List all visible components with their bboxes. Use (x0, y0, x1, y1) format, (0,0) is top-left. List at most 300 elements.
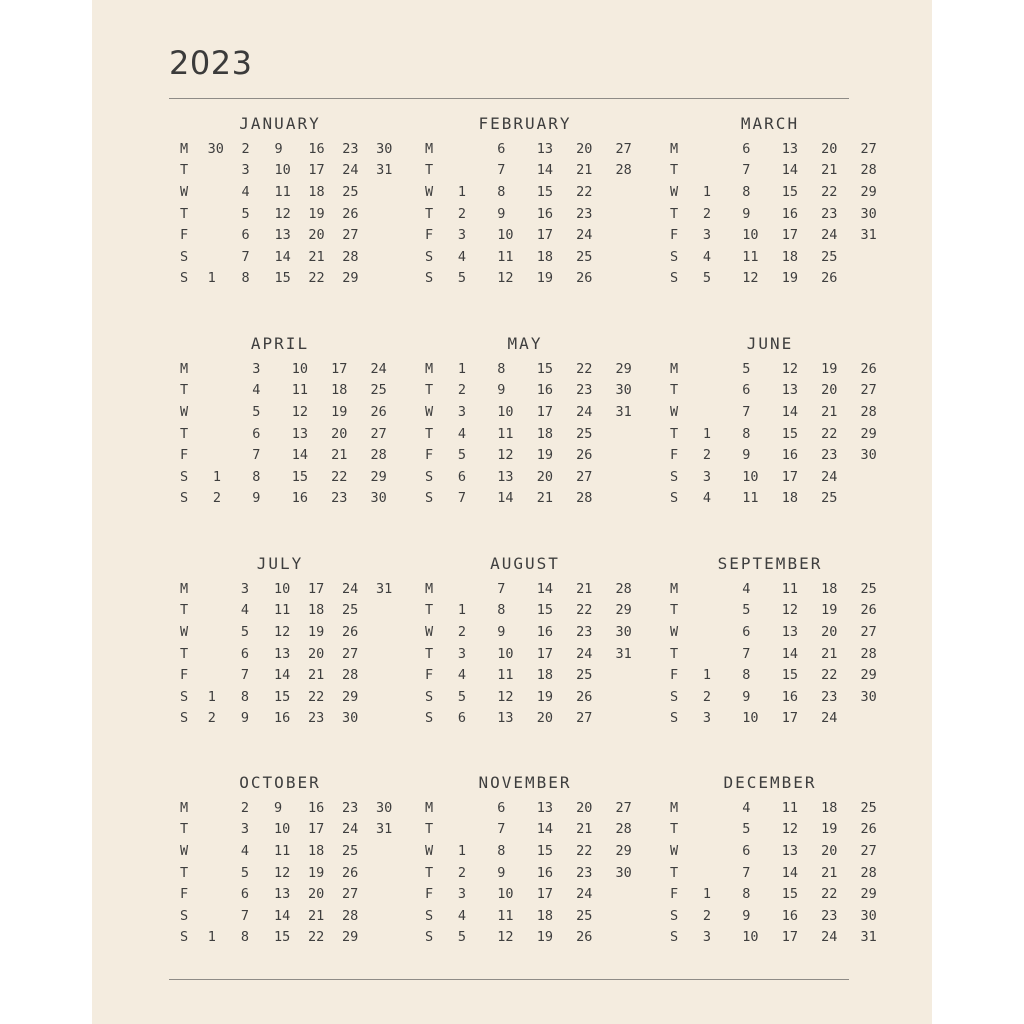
day-cell: 27 (615, 799, 632, 816)
month-name: DECEMBER (723, 773, 817, 792)
day-cell: 7 (497, 580, 506, 597)
weekday-label: M (425, 799, 434, 816)
day-cell: 2 (207, 710, 216, 727)
day-cell: 23 (821, 688, 838, 705)
day-cell: 4 (241, 183, 250, 200)
day-cell: 2 (241, 140, 250, 157)
day-cell: 29 (860, 667, 877, 684)
day-cell: 21 (576, 162, 593, 179)
day-cell: 7 (241, 248, 250, 265)
day-cell: 24 (342, 162, 359, 179)
day-cell: 27 (615, 140, 632, 157)
weekday-row (670, 819, 900, 841)
month-name: MARCH (740, 114, 800, 133)
weekday-label: M (425, 580, 434, 597)
day-cell: 18 (536, 248, 553, 265)
day-cell (703, 160, 742, 182)
month-march (670, 114, 900, 334)
day-cell: 8 (742, 425, 751, 442)
weekday-row (670, 203, 900, 225)
day-cell: 11 (742, 248, 759, 265)
day-cell: 18 (781, 490, 798, 507)
day-cell: 17 (536, 886, 553, 903)
day-cell: 12 (497, 447, 514, 464)
day-cell (616, 905, 655, 927)
weekday-label: F (425, 886, 434, 903)
weekday-label: T (180, 205, 189, 222)
day-cell: 21 (308, 667, 325, 684)
weekday-row (180, 621, 410, 643)
day-cell: 14 (497, 490, 514, 507)
weekday-label: T (670, 382, 679, 399)
day-cell: 2 (457, 623, 466, 640)
weekday-label: W (670, 403, 679, 420)
day-cell: 12 (274, 623, 291, 640)
day-cell: 9 (274, 799, 283, 816)
weekday-label: S (425, 248, 434, 265)
day-cell: 6 (457, 468, 466, 485)
day-cell (616, 927, 655, 949)
day-cell: 17 (308, 821, 325, 838)
weekday-row (425, 358, 655, 380)
day-cell (861, 268, 900, 290)
day-cell: 8 (742, 183, 751, 200)
day-cell: 10 (497, 403, 514, 420)
day-cell: 24 (341, 580, 359, 597)
day-cell: 2 (240, 799, 250, 816)
weekday-label: S (180, 688, 189, 705)
day-cell: 16 (536, 205, 553, 222)
weekday-label: M (670, 799, 679, 816)
weekday-row (180, 600, 410, 622)
weekday-row (670, 423, 900, 445)
month-grid (425, 797, 655, 948)
day-cell: 27 (860, 140, 877, 157)
day-cell: 30 (860, 688, 877, 705)
day-cell: 18 (308, 183, 325, 200)
month-grid (670, 578, 900, 729)
weekday-row (425, 797, 655, 819)
day-cell: 31 (375, 821, 393, 838)
day-cell: 22 (576, 602, 593, 619)
month-grid (180, 358, 410, 509)
day-cell: 15 (781, 886, 798, 903)
weekday-label: T (425, 205, 434, 222)
day-cell: 4 (742, 799, 751, 816)
weekday-label: T (670, 864, 679, 881)
day-cell: 11 (781, 580, 798, 597)
day-cell: 10 (497, 227, 514, 244)
weekday-row (425, 444, 655, 466)
day-cell: 5 (457, 929, 466, 946)
weekday-row (670, 643, 900, 665)
day-cell: 16 (536, 864, 553, 881)
day-cell: 14 (536, 162, 553, 179)
month-february (425, 114, 655, 334)
weekday-label: T (670, 425, 679, 442)
day-cell (208, 600, 241, 622)
day-cell: 10 (291, 360, 308, 377)
day-cell: 5 (240, 623, 250, 640)
weekday-row (425, 488, 655, 510)
day-cell: 21 (308, 907, 325, 924)
day-cell: 1 (457, 183, 466, 200)
weekday-row (180, 246, 410, 268)
day-cell: 11 (781, 799, 798, 816)
day-cell (376, 840, 410, 862)
day-cell: 27 (860, 623, 877, 640)
day-cell: 4 (240, 842, 250, 859)
weekday-row (180, 686, 410, 708)
day-cell: 14 (274, 907, 291, 924)
weekday-row (670, 840, 900, 862)
day-cell: 19 (308, 864, 325, 881)
weekday-row (425, 905, 655, 927)
month-grid (670, 797, 900, 948)
month-grid (670, 138, 900, 289)
weekday-row (425, 160, 655, 182)
weekday-row (425, 246, 655, 268)
weekday-label: S (425, 929, 434, 946)
weekday-label: S (670, 688, 679, 705)
day-cell: 25 (860, 799, 877, 816)
weekday-label: S (180, 710, 189, 727)
month-grid (670, 358, 900, 509)
day-cell (376, 224, 410, 246)
day-cell: 25 (341, 842, 359, 859)
day-cell: 1 (457, 842, 466, 859)
day-cell: 30 (615, 864, 632, 881)
day-cell: 28 (615, 580, 632, 597)
day-cell: 27 (576, 468, 593, 485)
day-cell: 18 (331, 382, 348, 399)
weekday-label: S (670, 248, 679, 265)
day-cell: 12 (781, 821, 798, 838)
weekday-row (425, 600, 655, 622)
day-cell: 31 (376, 162, 393, 179)
weekday-label: F (670, 447, 679, 464)
day-cell: 17 (308, 162, 325, 179)
day-cell: 10 (274, 821, 291, 838)
day-cell: 29 (860, 886, 877, 903)
day-cell: 25 (821, 248, 838, 265)
day-cell: 16 (308, 140, 325, 157)
day-cell: 25 (821, 490, 838, 507)
day-cell: 25 (576, 248, 593, 265)
day-cell: 8 (497, 360, 506, 377)
month-grid (180, 578, 410, 729)
day-cell: 2 (702, 907, 711, 924)
day-cell: 11 (291, 382, 308, 399)
weekday-row (180, 380, 410, 402)
weekday-label: T (670, 821, 679, 838)
day-cell: 24 (341, 821, 359, 838)
day-cell: 6 (742, 623, 751, 640)
day-cell: 12 (742, 270, 759, 287)
day-cell: 2 (702, 205, 711, 222)
day-cell: 2 (457, 382, 466, 399)
day-cell: 15 (274, 270, 291, 287)
day-cell: 3 (457, 645, 466, 662)
day-cell: 22 (308, 688, 325, 705)
weekday-row (180, 664, 410, 686)
day-cell: 23 (576, 205, 593, 222)
weekday-label: T (180, 162, 189, 179)
day-cell: 20 (576, 799, 593, 816)
day-cell (208, 664, 241, 686)
month-grid (180, 797, 410, 948)
day-cell: 19 (331, 403, 348, 420)
day-cell: 30 (860, 205, 877, 222)
day-cell: 22 (576, 360, 593, 377)
day-cell: 13 (781, 623, 798, 640)
weekday-label: S (180, 490, 189, 507)
day-cell: 17 (308, 580, 325, 597)
day-cell: 24 (370, 360, 387, 377)
day-cell (208, 819, 241, 841)
weekday-label: T (180, 382, 189, 399)
day-cell (458, 578, 497, 600)
day-cell: 5 (742, 360, 751, 377)
weekday-row (670, 466, 900, 488)
day-cell: 30 (860, 907, 877, 924)
weekday-label: T (670, 645, 679, 662)
day-cell (616, 664, 655, 686)
day-cell: 25 (576, 425, 593, 442)
day-cell (376, 883, 410, 905)
day-cell (861, 488, 900, 510)
day-cell (616, 181, 655, 203)
day-cell: 28 (860, 645, 877, 662)
day-cell: 3 (241, 162, 250, 179)
day-cell: 25 (576, 667, 593, 684)
day-cell: 1 (457, 360, 466, 377)
weekday-row (670, 883, 900, 905)
weekday-label: W (180, 403, 189, 420)
day-cell: 24 (576, 886, 593, 903)
day-cell: 1 (207, 688, 216, 705)
day-cell: 9 (497, 382, 506, 399)
day-cell (376, 643, 410, 665)
day-cell: 6 (252, 425, 261, 442)
day-cell: 6 (240, 886, 250, 903)
weekday-label: F (670, 886, 679, 903)
weekday-label: T (425, 382, 434, 399)
day-cell: 13 (274, 645, 291, 662)
day-cell (376, 621, 410, 643)
weekday-row (425, 138, 655, 160)
day-cell: 21 (821, 403, 838, 420)
weekday-row (425, 423, 655, 445)
weekday-label: M (180, 360, 189, 377)
weekday-row (180, 797, 410, 819)
day-cell (208, 181, 242, 203)
day-cell (208, 797, 241, 819)
day-cell: 13 (536, 799, 553, 816)
day-cell: 22 (821, 183, 838, 200)
weekday-row (670, 268, 900, 290)
day-cell: 8 (742, 886, 751, 903)
weekday-row (180, 203, 410, 225)
calendar-page (92, 0, 932, 1024)
weekday-row (180, 488, 410, 510)
day-cell: 3 (702, 929, 711, 946)
day-cell: 9 (742, 688, 751, 705)
day-cell: 27 (860, 842, 877, 859)
day-cell: 26 (576, 688, 593, 705)
day-cell: 10 (274, 580, 291, 597)
day-cell: 11 (274, 602, 291, 619)
day-cell: 11 (497, 425, 514, 442)
day-cell: 30 (376, 140, 393, 157)
month-grid (425, 358, 655, 509)
day-cell: 30 (615, 623, 632, 640)
weekday-row (425, 578, 655, 600)
day-cell: 4 (240, 602, 250, 619)
weekday-label: T (670, 205, 679, 222)
day-cell: 29 (341, 929, 359, 946)
weekday-row (180, 883, 410, 905)
day-cell (208, 224, 242, 246)
day-cell: 16 (536, 382, 553, 399)
weekday-label: T (180, 864, 189, 881)
day-cell: 20 (308, 227, 325, 244)
day-cell: 26 (342, 205, 359, 222)
day-cell: 21 (331, 447, 348, 464)
day-cell: 21 (821, 162, 838, 179)
weekday-row (670, 246, 900, 268)
day-cell: 24 (821, 929, 838, 946)
weekday-label: F (425, 227, 434, 244)
day-cell: 17 (536, 227, 553, 244)
weekday-label: M (670, 360, 679, 377)
day-cell: 1 (207, 929, 216, 946)
day-cell (376, 203, 410, 225)
day-cell: 31 (860, 227, 877, 244)
weekday-row (180, 224, 410, 246)
weekday-row (670, 181, 900, 203)
day-cell: 20 (821, 140, 838, 157)
weekday-label: S (670, 468, 679, 485)
day-cell: 2 (702, 447, 711, 464)
weekday-label: W (425, 403, 434, 420)
weekday-label: T (180, 602, 189, 619)
month-grid (425, 578, 655, 729)
day-cell: 20 (331, 425, 348, 442)
month-january (180, 114, 410, 334)
weekday-row (180, 444, 410, 466)
day-cell: 4 (252, 382, 261, 399)
day-cell: 28 (341, 907, 359, 924)
day-cell: 19 (536, 688, 553, 705)
day-cell: 16 (781, 205, 798, 222)
weekday-row (425, 224, 655, 246)
weekday-label: S (425, 907, 434, 924)
day-cell: 21 (821, 864, 838, 881)
day-cell (376, 664, 410, 686)
weekday-row (425, 181, 655, 203)
day-cell (376, 686, 410, 708)
day-cell: 17 (781, 710, 798, 727)
weekday-label: S (425, 468, 434, 485)
day-cell: 20 (308, 886, 325, 903)
weekday-row (180, 643, 410, 665)
day-cell: 3 (240, 580, 250, 597)
weekday-label: W (425, 842, 434, 859)
day-cell: 8 (240, 929, 250, 946)
day-cell: 18 (308, 602, 325, 619)
day-cell: 9 (742, 205, 751, 222)
day-cell: 5 (457, 447, 466, 464)
day-cell: 25 (342, 183, 359, 200)
day-cell: 13 (291, 425, 308, 442)
month-grid (180, 138, 410, 289)
day-cell: 7 (742, 403, 751, 420)
weekday-label: T (180, 821, 189, 838)
day-cell: 26 (576, 929, 593, 946)
day-cell: 19 (781, 270, 798, 287)
weekday-row (425, 621, 655, 643)
day-cell (703, 862, 742, 884)
day-cell: 18 (536, 907, 553, 924)
day-cell: 29 (860, 425, 877, 442)
weekday-row (425, 819, 655, 841)
day-cell: 14 (536, 821, 553, 838)
day-cell (458, 160, 497, 182)
day-cell: 15 (274, 688, 291, 705)
day-cell: 8 (497, 602, 506, 619)
day-cell: 21 (536, 490, 553, 507)
day-cell (861, 246, 900, 268)
month-name: OCTOBER (239, 773, 321, 792)
day-cell: 31 (615, 645, 632, 662)
day-cell (703, 600, 742, 622)
day-cell: 28 (615, 162, 632, 179)
day-cell (376, 905, 410, 927)
weekday-row (670, 686, 900, 708)
day-cell: 13 (781, 140, 798, 157)
day-cell: 26 (821, 270, 838, 287)
day-cell: 9 (497, 864, 506, 881)
day-cell: 5 (241, 205, 250, 222)
day-cell: 21 (576, 821, 593, 838)
day-cell (208, 862, 241, 884)
day-cell (861, 708, 900, 730)
day-cell: 5 (457, 270, 466, 287)
weekday-row (670, 358, 900, 380)
day-cell: 14 (274, 248, 291, 265)
weekday-label: W (180, 623, 189, 640)
day-cell: 26 (860, 602, 877, 619)
weekday-row (670, 380, 900, 402)
day-cell: 22 (821, 667, 838, 684)
weekday-row (425, 883, 655, 905)
weekday-label: W (180, 842, 189, 859)
day-cell: 20 (536, 468, 553, 485)
weekday-label: F (180, 227, 189, 244)
day-cell: 19 (308, 205, 325, 222)
day-cell: 11 (497, 667, 514, 684)
day-cell: 9 (497, 623, 506, 640)
weekday-row (670, 401, 900, 423)
weekday-label: M (180, 140, 189, 157)
day-cell (208, 643, 241, 665)
day-cell: 6 (742, 842, 751, 859)
day-cell: 31 (615, 403, 632, 420)
day-cell: 6 (742, 382, 751, 399)
day-cell: 15 (781, 667, 798, 684)
day-cell: 7 (240, 907, 250, 924)
